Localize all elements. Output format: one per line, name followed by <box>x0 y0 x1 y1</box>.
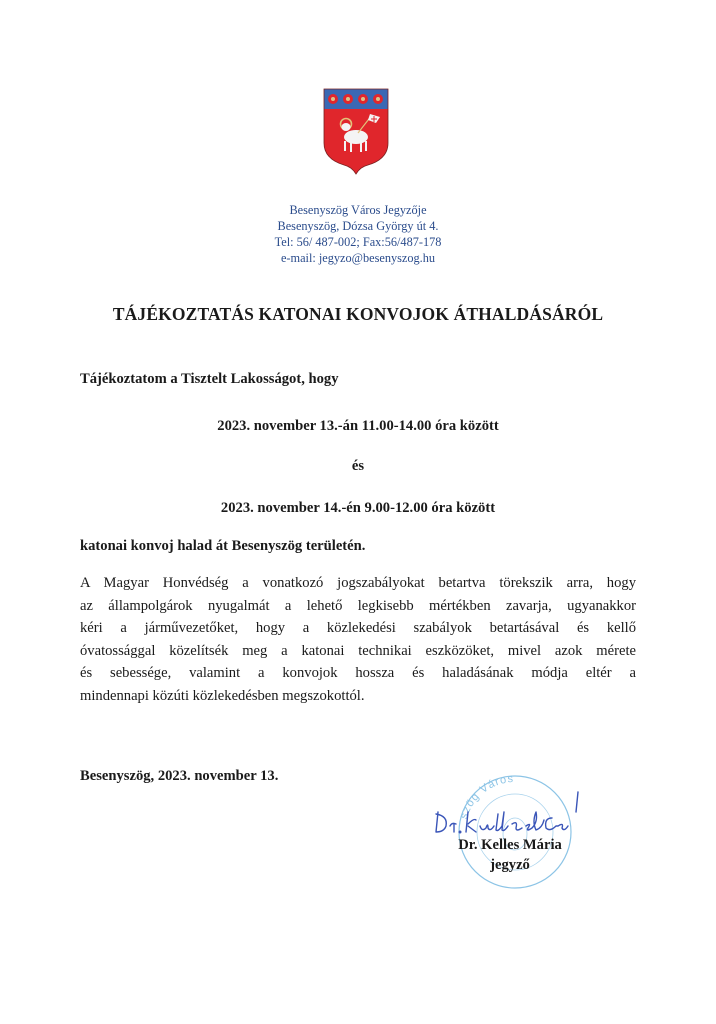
handwritten-signature <box>432 782 602 840</box>
svg-text:szög Város: szög Város <box>457 772 515 821</box>
date-line-1: 2023. november 13.-án 11.00-14.00 óra között <box>217 418 499 434</box>
letterhead-address: Besenyszög, Dózsa György út 4. <box>277 219 439 233</box>
signatory-role: jegyző <box>490 857 530 873</box>
letterhead-office: Besenyszög Város Jegyzője <box>289 203 427 217</box>
body-paragraph <box>80 572 636 708</box>
letterhead-email: e-mail: jegyzo@besenyszog.hu <box>280 251 436 265</box>
letterhead-phone-fax: Tel: 56/ 487-002; Fax:56/487-178 <box>274 235 442 249</box>
body-line: az állampolgárok nyugalmát a lehető legkisebb mértékben zavarja, ugyanakkor <box>80 597 636 614</box>
conjunction: és <box>351 458 365 474</box>
intro-text: Tájékoztatom a Tisztelt Lakosságot, hogy <box>80 371 339 387</box>
body-line: mindennapi közúti közlekedésben megszokottól. <box>80 687 365 704</box>
signatory-name: Dr. Kelles Mária <box>458 837 562 853</box>
body-line: A Magyar Honvédség a vonatkozó jogszabályokat betartva törekszik arra, hogy <box>80 575 636 591</box>
body-line: óvatossággal közelítsék meg a katonai technikai eszközöket, mivel azok mérete <box>80 642 636 659</box>
document-title: TÁJÉKOZTATÁS KATONAI KONVOJOK ÁTHALDÁSÁRÓL <box>112 304 604 324</box>
date-line-2: 2023. november 14.-én 9.00-12.00 óra között <box>220 500 496 516</box>
statement-text: katonai konvoj halad át Besenyszög területén. <box>80 538 366 554</box>
coat-of-arms-logo <box>322 87 390 175</box>
place-date: Besenyszög, 2023. november 13. <box>80 768 279 784</box>
body-line: kéri a járművezetőket, hogy a közlekedési szabályok betartásával és kellő <box>80 620 636 637</box>
body-line: és sebessége, valamint a konvojok hossza és haladásának módja eltér a <box>80 665 636 682</box>
